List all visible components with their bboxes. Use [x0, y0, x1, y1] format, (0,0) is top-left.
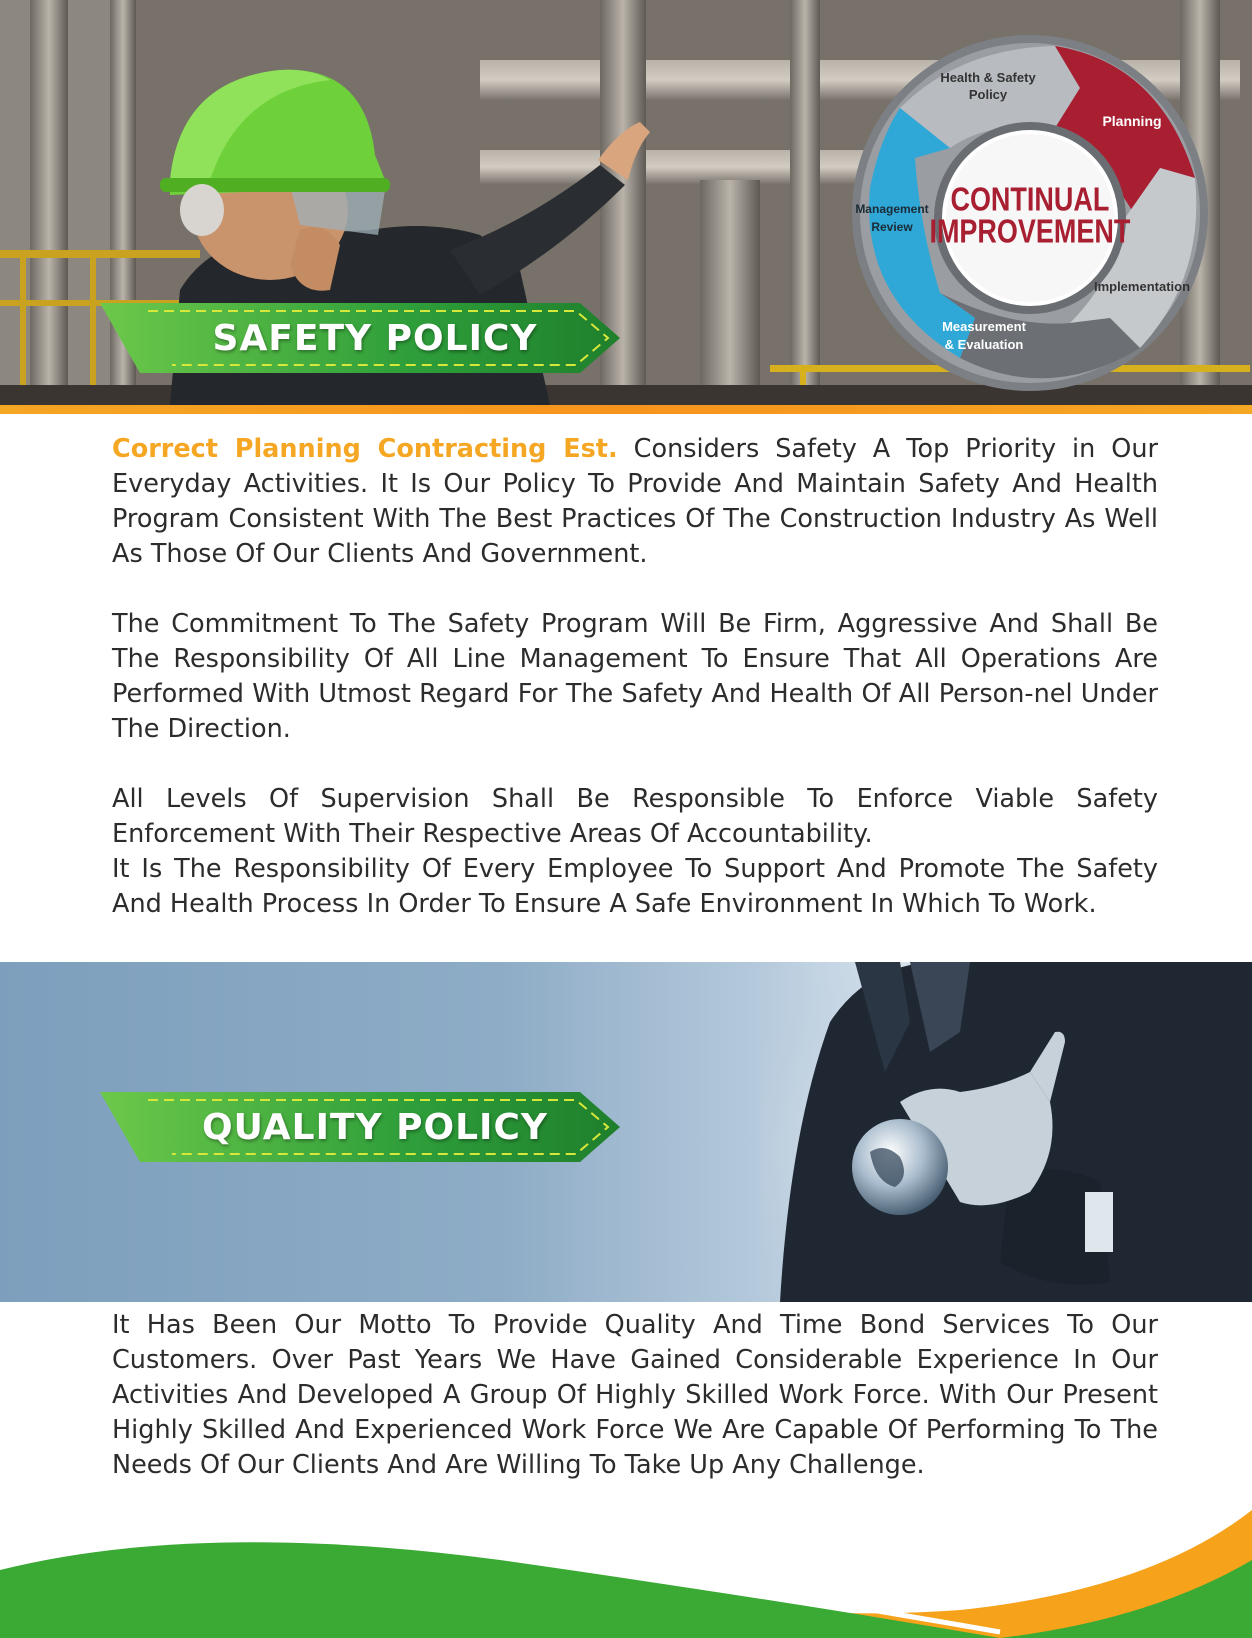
- quality-hero-image: [0, 962, 1252, 1302]
- continual-improvement-cycle-diagram: [840, 28, 1220, 398]
- cycle-center-line1: CONTINUAL: [950, 182, 1110, 219]
- cycle-label-measurement: Measurement: [942, 319, 1026, 334]
- company-name: Correct Planning Contracting Est.: [112, 434, 618, 464]
- cycle-label-implementation: Implementation: [1093, 279, 1191, 294]
- safety-policy-title: SAFETY POLICY: [212, 317, 538, 359]
- safety-paragraph-3: All Levels Of Supervision Shall Be Responsible To Enforce Viable Safety Enforcement With Their Respective Areas Of Accountability.: [112, 784, 1158, 849]
- footer-wave-decoration: [0, 1500, 1252, 1638]
- quality-policy-text: [112, 1308, 1158, 1483]
- safety-paragraph-2: The Commitment To The Safety Program Will Be Firm, Aggressive And Shall Be The Responsibility Of All Line Management To Ensure That All Operations Are Performed With Utmost Regard For The Safety And Health Of All Person-nel Under The Direction.: [112, 609, 1158, 744]
- cycle-label-planning: Planning: [1102, 113, 1162, 129]
- safety-paragraph-1-text: Considers Safety A Top Priority in Our Everyday Activities. It Is Our Policy To Provide And Maintain Safety And Health Program Consistent With The Best Practices Of The Construction Industry As Well As Those Of Our Clients And Government.: [112, 434, 1158, 569]
- cycle-label-health-safety-policy-2: Policy: [968, 87, 1008, 102]
- quality-policy-title: QUALITY POLICY: [202, 1106, 548, 1148]
- cycle-center-line2: IMPROVEMENT: [929, 214, 1131, 251]
- quality-policy-banner: [100, 1092, 620, 1162]
- cycle-label-review: Review: [871, 220, 913, 234]
- cycle-label-evaluation: & Evaluation: [944, 337, 1024, 352]
- orange-divider: [0, 405, 1252, 414]
- businessman-holding-globe-illustration: [760, 962, 1252, 1302]
- cycle-label-health-safety-policy: Health & Safety: [940, 70, 1036, 85]
- safety-policy-text: [112, 432, 1158, 922]
- safety-paragraph-4: It Is The Responsibility Of Every Employee To Support And Promote The Safety And Health Process In Order To Ensure A Safe Environment In Which To Work.: [112, 854, 1158, 919]
- quality-paragraph: It Has Been Our Motto To Provide Quality And Time Bond Services To Our Customers. Over Past Years We Have Gained Considerable Experience In Our Activities And Developed A Group Of Highly Skilled Work Force. With Our Present Highly Skilled And Experienced Work Force We Are Capable Of Performing To The Needs Of Our Clients And Are Willing To Take Up Any Challenge.: [112, 1310, 1158, 1480]
- safety-policy-banner: [100, 303, 620, 373]
- cycle-label-management: Management: [855, 202, 929, 216]
- safety-paragraph-1: [112, 432, 1158, 572]
- safety-hero-image: [0, 0, 1252, 405]
